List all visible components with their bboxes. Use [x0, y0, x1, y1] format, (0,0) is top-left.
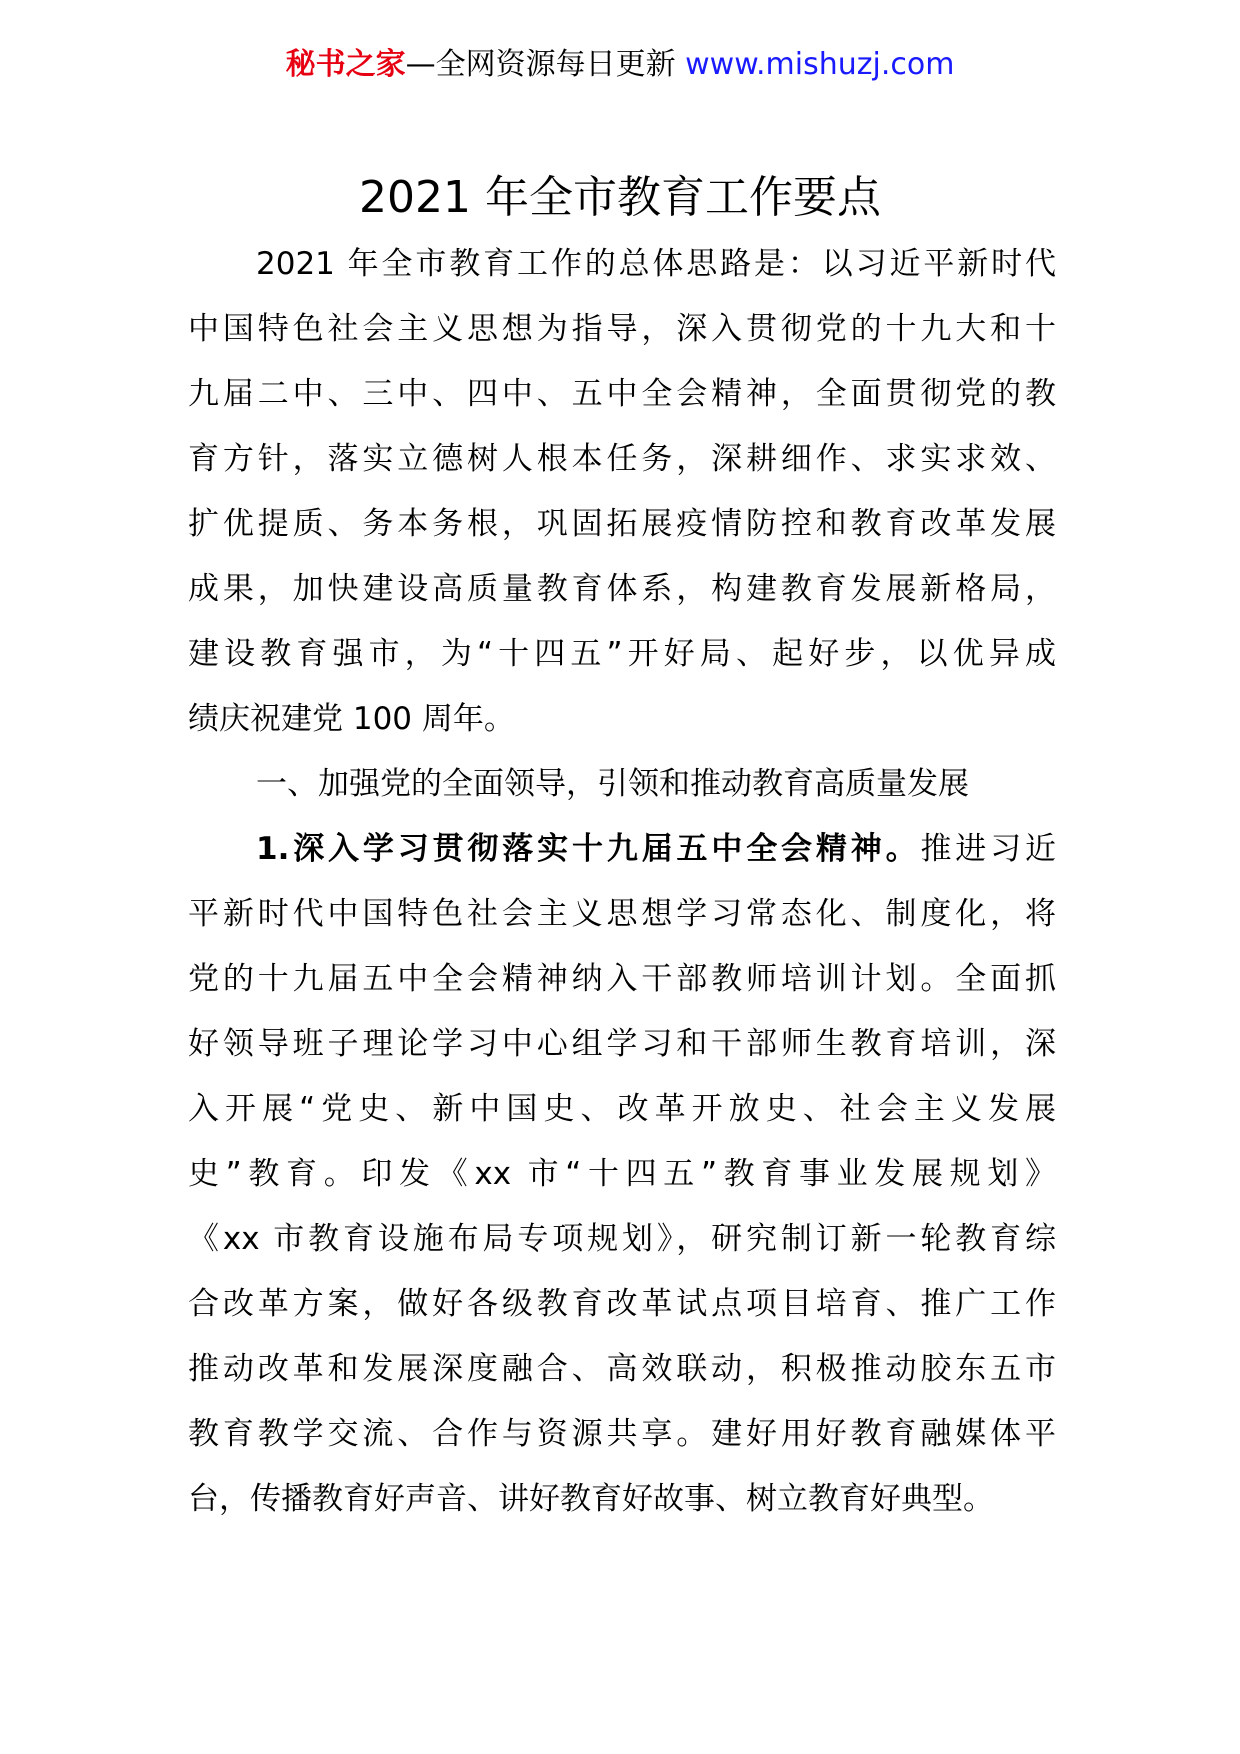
document-title: 2021 年全市教育工作要点: [359, 172, 881, 223]
paragraph-line: 台，传播教育好声音、讲好教育好故事、树立教育好典型。: [188, 1481, 994, 1517]
paragraph-line: 建设教育强市，为“十四五”开好局、起好步，以优异成: [188, 636, 1056, 672]
paragraph-line: 教育教学交流、合作与资源共享。建好用好教育融媒体平: [188, 1416, 1056, 1452]
item-heading: 1.深入学习贯彻落实十九届五中全会精神。: [256, 831, 921, 867]
site-header: [0, 44, 1240, 86]
paragraph-line: 2021 年全市教育工作的总体思路是：以习近平新时代: [256, 246, 1056, 282]
paragraph-line: 成果，加快建设高质量教育体系，构建教育发展新格局，: [188, 571, 1056, 607]
site-url-link[interactable]: www.mishuzj.com: [685, 47, 955, 82]
document-body: [188, 232, 1056, 1532]
paragraph-line: 入开展“党史、新中国史、改革开放史、社会主义发展: [188, 1091, 1056, 1127]
item-text: 推进习近: [920, 831, 1056, 867]
paragraph-line: 九届二中、三中、四中、五中全会精神，全面贯彻党的教: [188, 376, 1056, 412]
paragraph-line: 党的十九届五中全会精神纳入干部教师培训计划。全面抓: [188, 961, 1056, 997]
paragraph-line: 中国特色社会主义思想为指导，深入贯彻党的十九大和十: [188, 311, 1056, 347]
paragraph-line: 好领导班子理论学习中心组学习和干部师生教育培训，深: [188, 1026, 1056, 1062]
paragraph-line: 合改革方案，做好各级教育改革试点项目培育、推广工作: [188, 1286, 1056, 1322]
paragraph-line: 扩优提质、务本务根，巩固拓展疫情防控和教育改革发展: [188, 506, 1056, 542]
brand-name: 秘书之家: [285, 47, 406, 82]
paragraph-line: 育方针，落实立德树人根本任务，深耕细作、求实求效、: [188, 441, 1056, 477]
paragraph-line: 《xx 市教育设施布局专项规划》，研究制订新一轮教育综: [188, 1221, 1056, 1257]
paragraph-line: 史”教育。印发《xx 市“十四五”教育事业发展规划》: [188, 1156, 1056, 1192]
paragraph-line: 绩庆祝建党 100 周年。: [188, 701, 515, 737]
header-tagline: —全网资源每日更新: [405, 47, 686, 82]
paragraph-line: 推动改革和发展深度融合、高效联动，积极推动胶东五市: [188, 1351, 1056, 1387]
section-heading: 一、加强党的全面领导，引领和推动教育高质量发展: [256, 766, 969, 802]
item-first-line: [188, 817, 1056, 882]
paragraph-line: 平新时代中国特色社会主义思想学习常态化、制度化，将: [188, 896, 1056, 932]
